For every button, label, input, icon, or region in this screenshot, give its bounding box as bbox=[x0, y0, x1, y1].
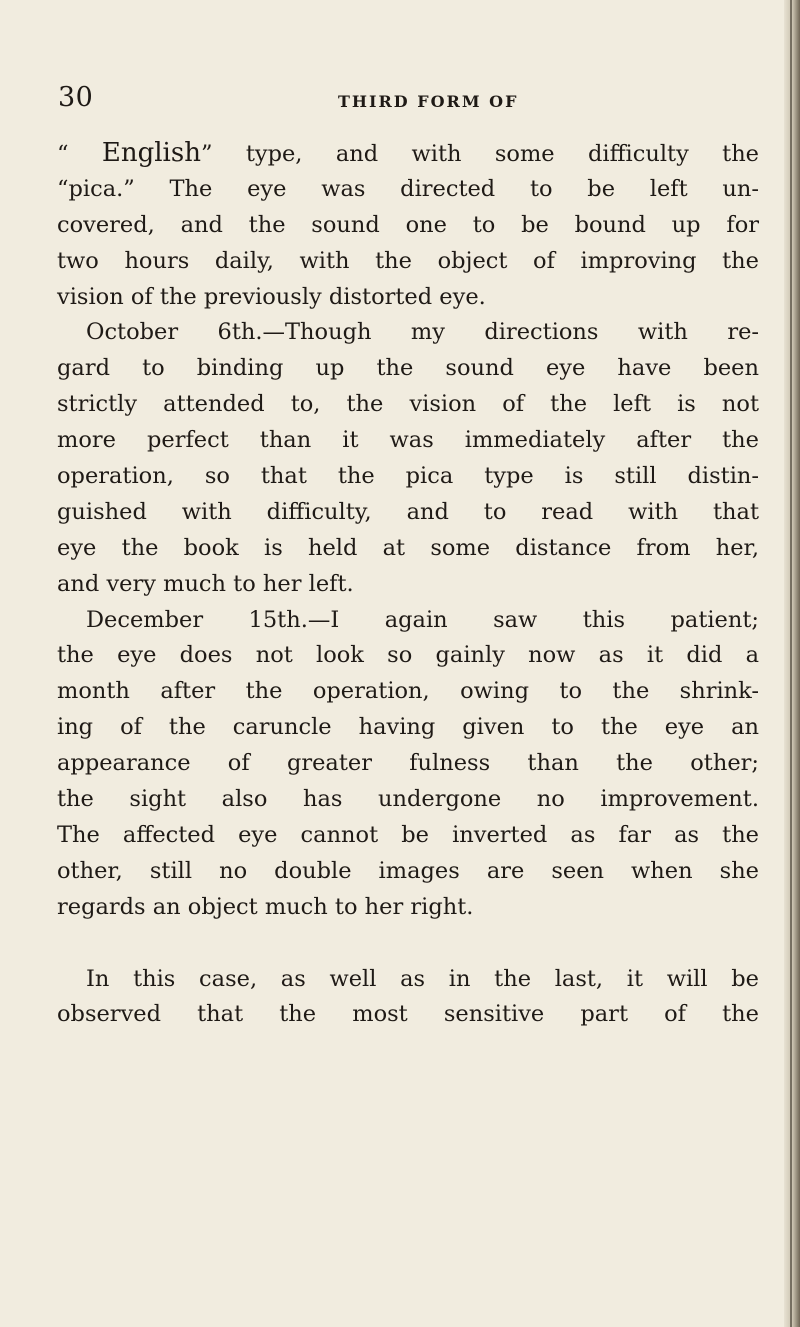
text-line-22: regards an object much to her right. bbox=[57, 893, 474, 920]
text-line-14: December 15th.—I again saw this patient; bbox=[86, 606, 759, 633]
text-line-3: covered, and the sound one to be bound up for bbox=[57, 211, 759, 238]
text-line-15: the eye does not look so gainly now as it did a bbox=[57, 642, 759, 669]
page-edge-shadow bbox=[784, 0, 800, 1327]
text-line-21: other, still no double images are seen when she bbox=[57, 857, 759, 884]
text-line-17: ing of the caruncle having given to the eye an bbox=[57, 714, 759, 741]
text-line-23: In this case, as well as in the last, it will be bbox=[86, 965, 759, 992]
text-line-16: month after the operation, owing to the shrink- bbox=[57, 678, 759, 705]
text-line-2: “pica.” The eye was directed to be left un- bbox=[57, 175, 759, 202]
running-head: THIRD FORM OF bbox=[338, 92, 519, 111]
text-line-9: more perfect than it was immediately after the bbox=[57, 427, 759, 454]
text-line-12: eye the book is held at some distance from her, bbox=[57, 534, 759, 561]
text-line-11: guished with difficulty, and to read with that bbox=[57, 498, 759, 525]
text-line-4: two hours daily, with the object of improving the bbox=[57, 247, 759, 274]
paragraph-gap bbox=[57, 926, 759, 962]
text-line-7: gard to binding up the sound eye have been bbox=[57, 355, 759, 382]
text-line-6: October 6th.—Though my directions with re- bbox=[86, 319, 759, 346]
text-line-20: The affected eye cannot be inverted as far as the bbox=[57, 821, 759, 848]
open-quote: “ bbox=[57, 141, 102, 167]
text-line-19: the sight also has undergone no improvement. bbox=[57, 786, 759, 813]
text-line-5: vision of the previously distorted eye. bbox=[57, 283, 486, 310]
text-line-24: observed that the most sensitive part of the bbox=[57, 1001, 759, 1028]
text-line-10: operation, so that the pica type is still distin- bbox=[57, 463, 759, 490]
page-header bbox=[58, 82, 758, 122]
text-line-8: strictly attended to, the vision of the left is not bbox=[57, 391, 759, 418]
first-line-rest: ” type, and with some difficulty the bbox=[200, 141, 760, 167]
page-number: 30 bbox=[58, 82, 94, 113]
text-line-1 bbox=[57, 136, 759, 172]
emphasized-word: English bbox=[101, 138, 201, 168]
text-line-18: appearance of greater fulness than the other; bbox=[57, 750, 759, 777]
text-line-13: and very much to her left. bbox=[57, 570, 354, 597]
body-text bbox=[57, 136, 759, 1033]
